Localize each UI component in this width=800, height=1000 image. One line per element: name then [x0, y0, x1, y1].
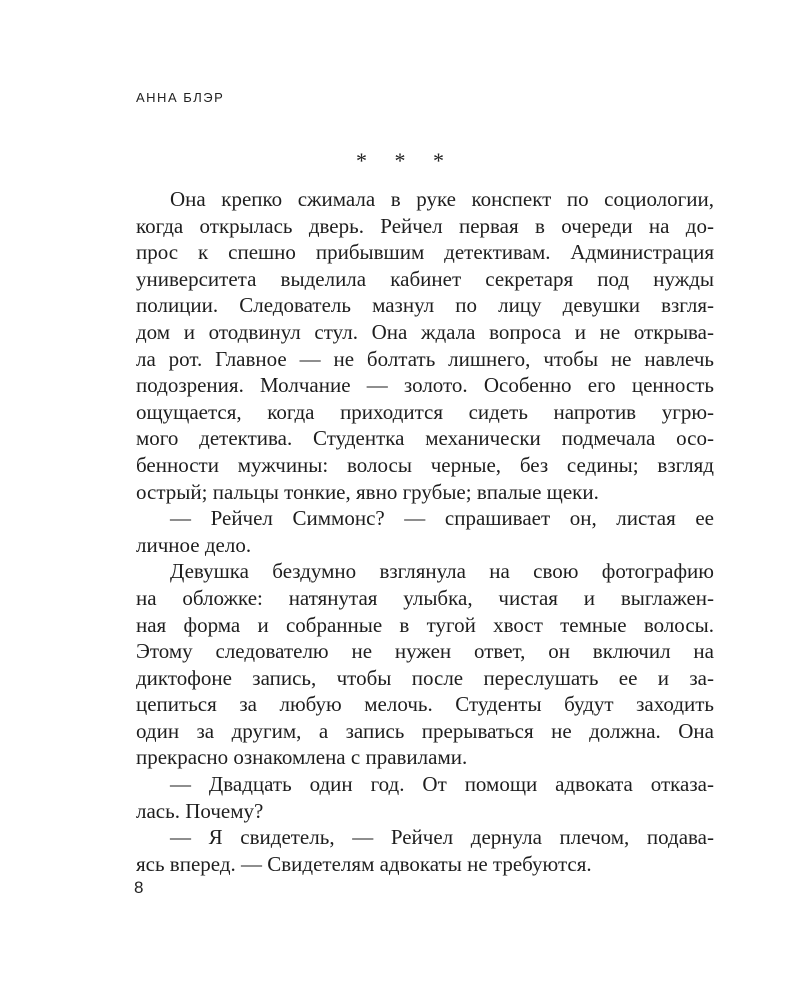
text-line: университета выделила кабинет секретаря под нужды	[136, 266, 714, 291]
text-line: Девушка бездумно взглянула на свою фотографию	[170, 559, 714, 584]
text-line: полиции. Следователь мазнул по лицу девушки взгля-	[136, 293, 714, 318]
text-line: прекрасно ознакомлена с правилами.	[136, 745, 468, 770]
text-line: личное дело.	[136, 532, 252, 557]
text-line: прос к спешно прибывшим детективам. Администрация	[136, 240, 714, 265]
text-line: — Двадцать один год. От помощи адвоката отказа-	[170, 772, 714, 797]
section-break: * * *	[356, 148, 444, 173]
text-line: — Я свидетель, — Рейчел дернула плечом, подава-	[170, 825, 714, 850]
body-text	[136, 186, 714, 877]
text-line: один за другим, а запись прерываться не должна. Она	[136, 718, 714, 743]
text-line: ла рот. Главное — не болтать лишнего, чтобы не навлечь	[136, 346, 714, 371]
text-line: ощущается, когда приходится сидеть напротив угрю-	[136, 399, 714, 424]
text-line: — Рейчел Симмонс? — спрашивает он, листая ее	[170, 506, 714, 531]
text-line: цепиться за любую мелочь. Студенты будут заходить	[136, 692, 714, 717]
text-line: Она крепко сжимала в руке конспект по социологии,	[170, 187, 714, 211]
text-line: когда открылась дверь. Рейчел первая в очереди на до-	[136, 213, 714, 238]
text-line: на обложке: натянутая улыбка, чистая и выглажен-	[136, 585, 714, 610]
text-line: бенности мужчины: волосы черные, без седины; взгляд	[136, 452, 714, 477]
text-line: мого детектива. Студентка механически подмечала осо-	[136, 426, 714, 451]
text-line: Этому следователю не нужен ответ, он включил на	[136, 639, 714, 664]
text-line: подозрения. Молчание — золото. Особенно его ценность	[136, 373, 714, 398]
text-line: ная форма и собранные в тугой хвост темные волосы.	[136, 612, 714, 637]
text-line: лась. Почему?	[136, 798, 264, 823]
text-line: острый; пальцы тонкие, явно грубые; впалые щеки.	[136, 479, 599, 504]
text-line: ясь вперед. — Свидетелям адвокаты не требуются.	[136, 851, 592, 876]
page-number: 8	[134, 878, 144, 897]
running-head-author: АННА БЛЭР	[136, 90, 225, 105]
text-line: дом и отодвинул стул. Она ждала вопроса и не открыва-	[136, 319, 714, 344]
text-line: диктофоне запись, чтобы после переслушать ее и за-	[136, 665, 714, 690]
